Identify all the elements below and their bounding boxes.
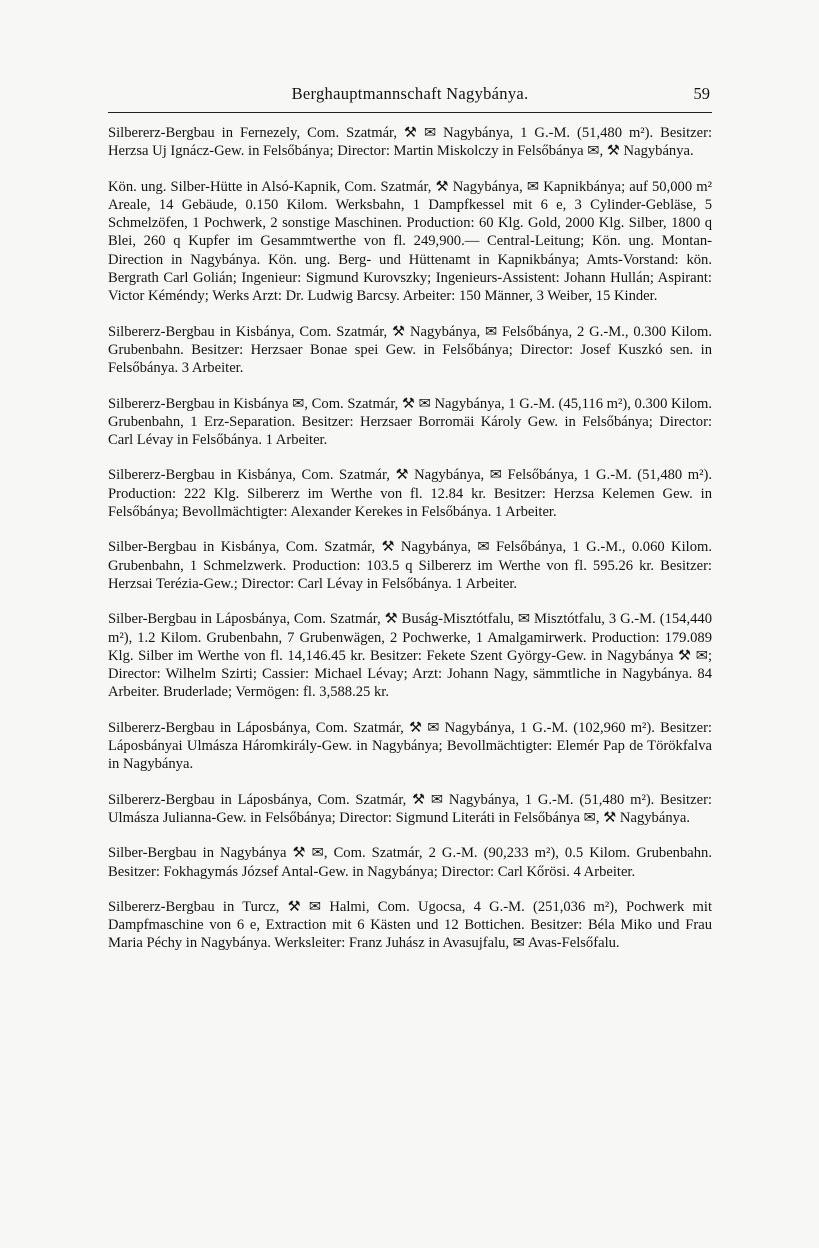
entry-paragraph: Silbererz-Bergbau in Láposbánya, Com. Szatmár, ⚒ ✉ Nagybánya, 1 G.-M. (51,480 m²). Besitzer: Ulmásza Julianna-Gew. in Felsőbánya; Director: Sigmund Literáti in Felsőbánya ✉, ⚒ Nagybánya. [108, 791, 712, 826]
page-number: 59 [693, 84, 710, 103]
entry-paragraph: Silbererz-Bergbau in Kisbánya, Com. Szatmár, ⚒ Nagybánya, ✉ Felsőbánya, 1 G.-M. (51,480 m²). Production: 222 Klg. Silbererz im Werthe von fl. 12.84 kr. Besitzer: Herzsa Kelemen Gew. in Felsőbánya; Bevollmächtigter: Alexander Kerekes in Felsőbánya. 1 Arbeiter. [108, 467, 712, 521]
header-rule [108, 112, 712, 113]
entry-paragraph: Kön. ung. Silber-Hütte in Alsó-Kapnik, Com. Szatmár, ⚒ Nagybánya, ✉ Kapnikbánya; auf 50,000 m² Areale, 14 Gebäude, 0.150 Kilom. Werksbahn, 1 Dampfkessel mit 6 e, 3 Cylinder-Gebläse, 5 Schmelzöfen, 1 Pochwerk, 2 sonstige Maschinen. Production: 60 Klg. Gold, 2000 Klg. Silber, 1800 q Blei, 260 q Kupfer im Gesammtwerthe von fl. 249,900.— Central-Leitung; Kön. ung. Montan-Direction in Nagybánya. Kön. ung. Berg- und Hüttenamt in Kapnikbánya; Amts-Vorstand: kön. Bergrath Carl Golián; Ingenieur: Sigmund Kurovszky; Ingenieurs-Assistent: Johann Hullán; Aspirant: Victor Kéméndy; Werks Arzt: Dr. Ludwig Barcsy. Arbeiter: 150 Männer, 3 Weiber, 15 Kinder. [108, 178, 712, 305]
entry-paragraph: Silbererz-Bergbau in Láposbánya, Com. Szatmár, ⚒ ✉ Nagybánya, 1 G.-M. (102,960 m²). Besitzer: Láposbányai Ulmásza Háromkirály-Gew. in Nagybánya; Bevollmächtigter: Elemér Pap de Törökfalva in Nagybánya. [108, 719, 712, 773]
entry-paragraph: Silbererz-Bergbau in Kisbánya, Com. Szatmár, ⚒ Nagybánya, ✉ Felsőbánya, 2 G.-M., 0.300 Kilom. Grubenbahn. Besitzer: Herzsaer Bonae spei Gew. in Felsőbánya; Director: Josef Kuszkó sen. in Felsőbánya. 3 Arbeiter. [108, 323, 712, 377]
entry-paragraph: Silber-Bergbau in Nagybánya ⚒ ✉, Com. Szatmár, 2 G.-M. (90,233 m²), 0.5 Kilom. Grubenbahn. Besitzer: Fokhagymás József Antal-Gew. in Nagybánya; Director: Carl Kőrösi. 4 Arbeiter. [108, 845, 712, 880]
header-title: Berghauptmannschaft Nagybánya. [291, 84, 529, 103]
entry-paragraph: Silber-Bergbau in Láposbánya, Com. Szatmár, ⚒ Buság-Misztótfalu, ✉ Misztótfalu, 3 G.-M. (154,440 m²), 1.2 Kilom. Grubenbahn, 7 Grubenwägen, 2 Pochwerke, 1 Amalgamirwerk. Production: 179.089 Klg. Silber im Werthe von fl. 14,146.45 kr. Besitzer: Fekete Szent György-Gew. in Nagybánya ⚒ ✉; Director: Wilhelm Szirti; Cassier: Michael Lévay; Arzt: Johann Nagy, sämmtliche in Nagybánya. 84 Arbeiter. Bruderlade; Vermögen: fl. 3,588.25 kr. [108, 611, 712, 701]
running-header [108, 84, 712, 110]
entry-paragraph: Silbererz-Bergbau in Fernezely, Com. Szatmár, ⚒ ✉ Nagybánya, 1 G.-M. (51,480 m²). Besitzer: Herzsa Uj Ignácz-Gew. in Felsőbánya; Director: Martin Miskolczy in Felsőbánya ✉, ⚒ Nagybánya. [108, 125, 712, 160]
entry-paragraph: Silbererz-Bergbau in Kisbánya ✉, Com. Szatmár, ⚒ ✉ Nagybánya, 1 G.-M. (45,116 m²), 0.300 Kilom. Grubenbahn, 1 Erz-Separation. Besitzer: Herzsaer Borromäi Károly Gew. in Felsőbánya; Director: Carl Lévay in Felsőbánya. 1 Arbeiter. [108, 395, 712, 449]
entry-list [108, 124, 712, 970]
entry-paragraph: Silber-Bergbau in Kisbánya, Com. Szatmár, ⚒ Nagybánya, ✉ Felsőbánya, 1 G.-M., 0.060 Kilom. Grubenbahn, 1 Schmelzwerk. Production: 103.5 q Silbererz im Werthe von fl. 595.26 kr. Besitzer: Herzsai Terézia-Gew.; Director: Carl Lévay in Felsőbánya. 1 Arbeiter. [108, 539, 712, 592]
entry-paragraph: Silbererz-Bergbau in Turcz, ⚒ ✉ Halmi, Com. Ugocsa, 4 G.-M. (251,036 m²), Pochwerk mit Dampfmaschine von 6 e, Extraction mit 6 Kästen und 12 Bottichen. Besitzer: Béla Miko und Frau Maria Péchy in Nagybánya. Werksleiter: Franz Juhász in Avasujfalu, ✉ Avas-Felsőfalu. [108, 898, 712, 952]
